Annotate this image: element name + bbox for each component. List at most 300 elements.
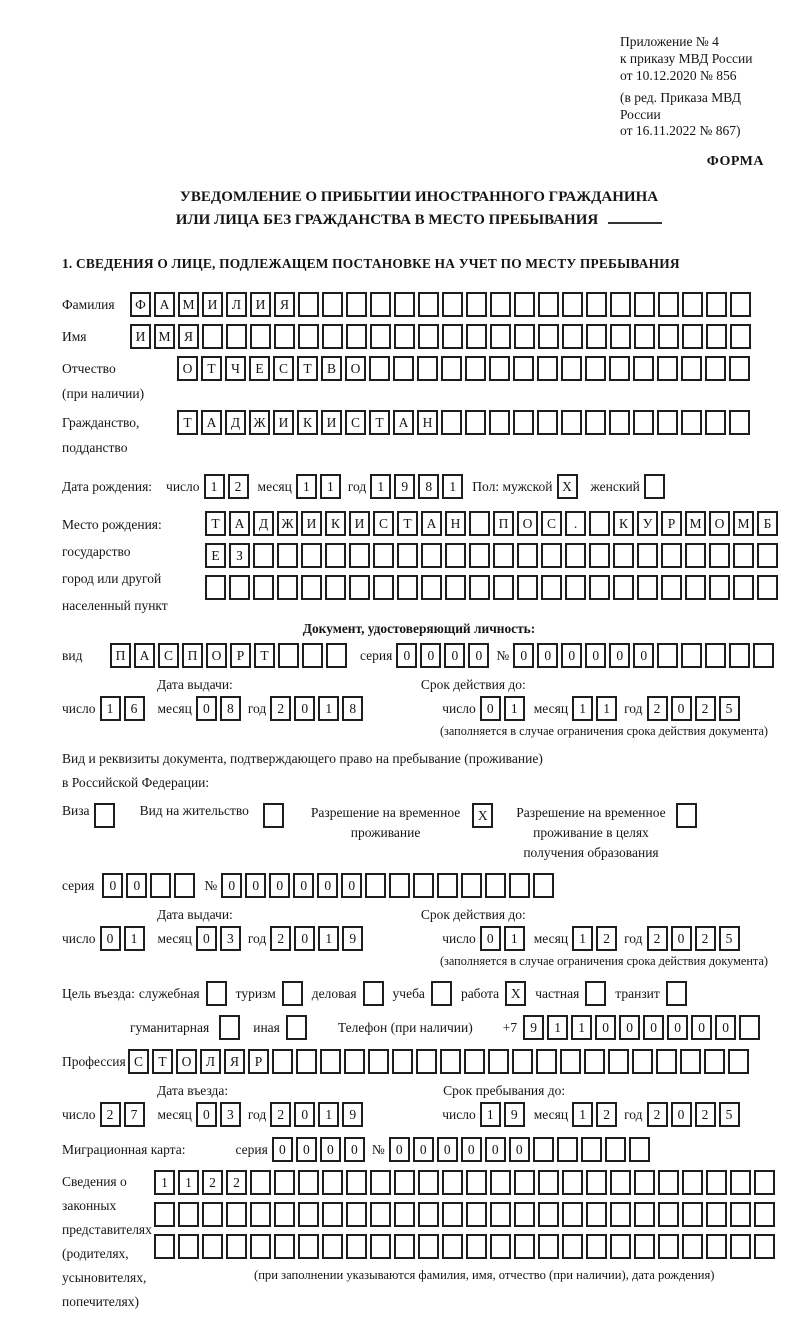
char-cell[interactable]: Н [417,410,438,435]
char-cell[interactable] [706,1234,727,1259]
char-cell[interactable] [490,1170,511,1195]
char-cell[interactable]: О [345,356,366,381]
char-cell[interactable]: М [733,511,754,536]
char-cell[interactable] [373,575,394,600]
char-cell[interactable] [325,575,346,600]
char-cell[interactable]: Д [253,511,274,536]
char-cell[interactable]: 0 [413,1137,434,1162]
char-cell[interactable] [610,324,631,349]
char-cell[interactable] [562,1170,583,1195]
char-cell[interactable] [442,1202,463,1227]
char-cell[interactable] [613,575,634,600]
char-cell[interactable]: 1 [296,474,317,499]
char-cell[interactable]: 2 [100,1102,121,1127]
char-cell[interactable]: 0 [671,1102,692,1127]
char-cell[interactable]: 3 [220,926,241,951]
char-cell[interactable] [589,543,610,568]
char-cell[interactable] [560,1049,581,1074]
char-cell[interactable]: Я [274,292,295,317]
char-cell[interactable]: А [134,643,155,668]
char-cell[interactable]: М [154,324,175,349]
char-cell[interactable] [513,410,534,435]
char-cell[interactable]: 1 [178,1170,199,1195]
char-cell[interactable] [730,292,751,317]
char-cell[interactable]: Я [178,324,199,349]
char-cell[interactable]: К [325,511,346,536]
char-cell[interactable]: А [201,410,222,435]
char-cell[interactable]: О [517,511,538,536]
char-cell[interactable] [514,324,535,349]
char-cell[interactable] [370,324,391,349]
char-cell[interactable]: Р [661,511,682,536]
char-cell[interactable]: Т [152,1049,173,1074]
char-cell[interactable] [637,543,658,568]
char-cell[interactable] [445,543,466,568]
char-cell[interactable] [445,575,466,600]
char-cell[interactable]: 0 [509,1137,530,1162]
char-cell[interactable] [609,356,630,381]
char-cell[interactable] [272,1049,293,1074]
char-cell[interactable] [397,543,418,568]
char-cell[interactable]: 1 [480,1102,501,1127]
char-cell[interactable] [609,410,630,435]
char-cell[interactable] [513,356,534,381]
char-cell[interactable] [365,873,386,898]
char-cell[interactable] [485,873,506,898]
char-cell[interactable] [389,873,410,898]
char-cell[interactable] [538,1202,559,1227]
char-cell[interactable] [730,1170,751,1195]
char-cell[interactable]: 9 [504,1102,525,1127]
char-cell[interactable] [586,1202,607,1227]
char-cell[interactable]: 9 [342,1102,363,1127]
char-cell[interactable]: 2 [695,1102,716,1127]
char-cell[interactable]: X [557,474,578,499]
char-cell[interactable]: 0 [245,873,266,898]
char-cell[interactable] [608,1049,629,1074]
char-cell[interactable] [561,356,582,381]
char-cell[interactable] [325,543,346,568]
char-cell[interactable] [298,1202,319,1227]
char-cell[interactable] [658,1202,679,1227]
char-cell[interactable] [394,1202,415,1227]
char-cell[interactable] [610,292,631,317]
char-cell[interactable] [585,410,606,435]
char-cell[interactable]: 8 [418,474,439,499]
char-cell[interactable] [466,324,487,349]
char-cell[interactable]: 1 [596,696,617,721]
char-cell[interactable]: 9 [394,474,415,499]
char-cell[interactable] [490,324,511,349]
char-cell[interactable] [417,356,438,381]
char-cell[interactable] [346,1202,367,1227]
char-cell[interactable]: 2 [647,696,668,721]
char-cell[interactable]: 0 [643,1015,664,1040]
char-cell[interactable] [178,1234,199,1259]
char-cell[interactable] [537,356,558,381]
char-cell[interactable] [754,1234,775,1259]
char-cell[interactable]: Н [445,511,466,536]
char-cell[interactable] [634,292,655,317]
char-cell[interactable]: 1 [318,1102,339,1127]
char-cell[interactable] [370,1234,391,1259]
char-cell[interactable] [393,356,414,381]
char-cell[interactable] [464,1049,485,1074]
char-cell[interactable]: 7 [124,1102,145,1127]
char-cell[interactable]: 2 [270,696,291,721]
char-cell[interactable] [682,1234,703,1259]
char-cell[interactable] [661,575,682,600]
char-cell[interactable]: 0 [461,1137,482,1162]
char-cell[interactable]: С [128,1049,149,1074]
char-cell[interactable]: У [637,511,658,536]
char-cell[interactable] [682,1170,703,1195]
char-cell[interactable] [704,1049,725,1074]
char-cell[interactable]: Д [225,410,246,435]
char-cell[interactable]: 0 [585,643,606,668]
char-cell[interactable]: 5 [719,1102,740,1127]
char-cell[interactable] [370,1202,391,1227]
char-cell[interactable] [706,1202,727,1227]
char-cell[interactable] [322,1234,343,1259]
char-cell[interactable]: 5 [719,696,740,721]
char-cell[interactable]: С [373,511,394,536]
char-cell[interactable] [298,1170,319,1195]
char-cell[interactable] [633,356,654,381]
char-cell[interactable] [629,1137,650,1162]
char-cell[interactable] [373,543,394,568]
char-cell[interactable] [517,575,538,600]
char-cell[interactable]: 0 [619,1015,640,1040]
char-cell[interactable] [322,324,343,349]
char-cell[interactable]: 8 [342,696,363,721]
char-cell[interactable] [705,356,726,381]
char-cell[interactable] [302,643,323,668]
char-cell[interactable]: 0 [396,643,417,668]
char-cell[interactable]: И [349,511,370,536]
char-cell[interactable]: С [541,511,562,536]
char-cell[interactable] [274,324,295,349]
char-cell[interactable] [610,1234,631,1259]
char-cell[interactable] [274,1170,295,1195]
char-cell[interactable]: З [229,543,250,568]
char-cell[interactable] [346,292,367,317]
char-cell[interactable]: Ф [130,292,151,317]
char-cell[interactable] [705,410,726,435]
char-cell[interactable] [349,575,370,600]
char-cell[interactable] [538,324,559,349]
char-cell[interactable] [610,1202,631,1227]
char-cell[interactable] [466,1202,487,1227]
char-cell[interactable] [730,1202,751,1227]
char-cell[interactable] [469,575,490,600]
char-cell[interactable]: Е [249,356,270,381]
char-cell[interactable] [541,543,562,568]
char-cell[interactable] [344,1049,365,1074]
char-cell[interactable] [562,292,583,317]
char-cell[interactable]: Я [224,1049,245,1074]
char-cell[interactable] [278,643,299,668]
char-cell[interactable]: 1 [504,696,525,721]
char-cell[interactable] [681,356,702,381]
char-cell[interactable] [298,1234,319,1259]
char-cell[interactable]: 0 [196,696,217,721]
char-cell[interactable] [277,575,298,600]
char-cell[interactable] [538,292,559,317]
char-cell[interactable] [421,543,442,568]
char-cell[interactable]: К [613,511,634,536]
char-cell[interactable] [685,543,706,568]
char-cell[interactable] [541,575,562,600]
char-cell[interactable]: И [130,324,151,349]
char-cell[interactable]: 0 [444,643,465,668]
char-cell[interactable] [729,643,750,668]
char-cell[interactable] [274,1202,295,1227]
char-cell[interactable] [250,1170,271,1195]
char-cell[interactable] [250,1234,271,1259]
char-cell[interactable] [202,1234,223,1259]
char-cell[interactable] [538,1234,559,1259]
char-cell[interactable]: О [709,511,730,536]
char-cell[interactable]: 0 [468,643,489,668]
char-cell[interactable]: 0 [294,1102,315,1127]
char-cell[interactable]: 0 [317,873,338,898]
char-cell[interactable]: 1 [571,1015,592,1040]
char-cell[interactable]: И [273,410,294,435]
char-cell[interactable]: 2 [228,474,249,499]
char-cell[interactable] [637,575,658,600]
char-cell[interactable]: К [297,410,318,435]
char-cell[interactable] [466,292,487,317]
char-cell[interactable]: 0 [595,1015,616,1040]
char-cell[interactable]: 0 [671,926,692,951]
char-cell[interactable] [682,292,703,317]
char-cell[interactable]: 0 [485,1137,506,1162]
char-cell[interactable]: А [154,292,175,317]
char-cell[interactable] [586,324,607,349]
char-cell[interactable]: 0 [293,873,314,898]
char-cell[interactable]: 0 [667,1015,688,1040]
char-cell[interactable]: 2 [695,696,716,721]
char-cell[interactable] [634,1170,655,1195]
char-cell[interactable]: 0 [100,926,121,951]
char-cell[interactable] [263,803,284,828]
char-cell[interactable]: 1 [572,926,593,951]
char-cell[interactable]: 2 [647,1102,668,1127]
char-cell[interactable]: О [177,356,198,381]
char-cell[interactable]: Т [369,410,390,435]
char-cell[interactable] [733,543,754,568]
char-cell[interactable]: 0 [344,1137,365,1162]
char-cell[interactable]: Ж [249,410,270,435]
char-cell[interactable]: И [202,292,223,317]
char-cell[interactable] [370,1170,391,1195]
char-cell[interactable]: А [393,410,414,435]
char-cell[interactable] [274,1234,295,1259]
char-cell[interactable] [658,324,679,349]
char-cell[interactable] [493,543,514,568]
char-cell[interactable]: 0 [320,1137,341,1162]
char-cell[interactable] [729,356,750,381]
char-cell[interactable]: 0 [296,1137,317,1162]
char-cell[interactable]: 0 [269,873,290,898]
char-cell[interactable]: Е [205,543,226,568]
char-cell[interactable] [680,1049,701,1074]
char-cell[interactable]: П [182,643,203,668]
char-cell[interactable]: 0 [102,873,123,898]
char-cell[interactable] [610,1170,631,1195]
char-cell[interactable] [656,1049,677,1074]
char-cell[interactable] [394,324,415,349]
char-cell[interactable]: 0 [633,643,654,668]
char-cell[interactable] [363,981,384,1006]
char-cell[interactable] [557,1137,578,1162]
char-cell[interactable] [634,324,655,349]
char-cell[interactable]: Б [757,511,778,536]
char-cell[interactable] [346,1234,367,1259]
char-cell[interactable]: Т [201,356,222,381]
char-cell[interactable]: 1 [100,696,121,721]
char-cell[interactable] [644,474,665,499]
char-cell[interactable] [739,1015,760,1040]
char-cell[interactable] [154,1202,175,1227]
char-cell[interactable]: О [206,643,227,668]
char-cell[interactable] [437,873,458,898]
char-cell[interactable]: X [505,981,526,1006]
char-cell[interactable]: 1 [318,696,339,721]
char-cell[interactable] [320,1049,341,1074]
char-cell[interactable]: Л [226,292,247,317]
char-cell[interactable]: 1 [370,474,391,499]
char-cell[interactable]: 6 [124,696,145,721]
char-cell[interactable] [466,1234,487,1259]
char-cell[interactable]: 9 [523,1015,544,1040]
char-cell[interactable] [418,292,439,317]
char-cell[interactable]: 5 [719,926,740,951]
char-cell[interactable] [442,292,463,317]
char-cell[interactable] [705,643,726,668]
char-cell[interactable]: 0 [480,926,501,951]
char-cell[interactable]: М [178,292,199,317]
char-cell[interactable]: Т [254,643,275,668]
char-cell[interactable] [397,575,418,600]
char-cell[interactable] [634,1234,655,1259]
char-cell[interactable]: 0 [272,1137,293,1162]
char-cell[interactable]: 0 [671,696,692,721]
char-cell[interactable] [517,543,538,568]
char-cell[interactable]: Р [230,643,251,668]
char-cell[interactable] [730,1234,751,1259]
char-cell[interactable] [514,1170,535,1195]
char-cell[interactable] [633,410,654,435]
char-cell[interactable] [709,575,730,600]
char-cell[interactable] [250,324,271,349]
char-cell[interactable]: 0 [196,926,217,951]
char-cell[interactable] [418,324,439,349]
char-cell[interactable]: 0 [480,696,501,721]
char-cell[interactable] [150,873,171,898]
char-cell[interactable] [489,356,510,381]
char-cell[interactable] [490,1234,511,1259]
char-cell[interactable]: Л [200,1049,221,1074]
char-cell[interactable] [277,543,298,568]
char-cell[interactable]: 0 [341,873,362,898]
char-cell[interactable] [413,873,434,898]
char-cell[interactable] [666,981,687,1006]
char-cell[interactable] [250,1202,271,1227]
char-cell[interactable] [296,1049,317,1074]
char-cell[interactable] [322,1170,343,1195]
char-cell[interactable] [514,292,535,317]
char-cell[interactable] [561,410,582,435]
char-cell[interactable] [685,575,706,600]
char-cell[interactable] [174,873,195,898]
char-cell[interactable] [681,643,702,668]
char-cell[interactable] [226,1202,247,1227]
char-cell[interactable] [658,292,679,317]
char-cell[interactable]: Ч [225,356,246,381]
char-cell[interactable] [589,511,610,536]
char-cell[interactable] [586,1234,607,1259]
char-cell[interactable] [565,575,586,600]
char-cell[interactable] [440,1049,461,1074]
char-cell[interactable]: 0 [715,1015,736,1040]
char-cell[interactable] [441,410,462,435]
char-cell[interactable]: 2 [270,926,291,951]
char-cell[interactable] [465,410,486,435]
char-cell[interactable]: 1 [320,474,341,499]
char-cell[interactable] [469,543,490,568]
char-cell[interactable]: 0 [294,696,315,721]
char-cell[interactable] [661,543,682,568]
char-cell[interactable] [369,356,390,381]
char-cell[interactable]: 0 [437,1137,458,1162]
char-cell[interactable] [562,1202,583,1227]
char-cell[interactable] [206,981,227,1006]
char-cell[interactable] [676,803,697,828]
char-cell[interactable] [219,1015,240,1040]
char-cell[interactable] [298,324,319,349]
char-cell[interactable] [657,410,678,435]
char-cell[interactable] [706,292,727,317]
char-cell[interactable]: 1 [504,926,525,951]
char-cell[interactable] [754,1170,775,1195]
char-cell[interactable] [418,1234,439,1259]
char-cell[interactable] [562,1234,583,1259]
char-cell[interactable]: 3 [220,1102,241,1127]
char-cell[interactable] [322,1202,343,1227]
char-cell[interactable] [682,324,703,349]
char-cell[interactable] [586,1170,607,1195]
char-cell[interactable] [682,1202,703,1227]
char-cell[interactable] [202,324,223,349]
char-cell[interactable]: Т [205,511,226,536]
char-cell[interactable] [657,643,678,668]
char-cell[interactable] [229,575,250,600]
char-cell[interactable] [469,511,490,536]
char-cell[interactable]: П [493,511,514,536]
char-cell[interactable]: 1 [318,926,339,951]
char-cell[interactable]: 2 [596,1102,617,1127]
char-cell[interactable] [178,1202,199,1227]
char-cell[interactable] [253,543,274,568]
char-cell[interactable]: 2 [647,926,668,951]
char-cell[interactable]: 9 [342,926,363,951]
char-cell[interactable]: М [685,511,706,536]
char-cell[interactable] [537,410,558,435]
char-cell[interactable]: 0 [513,643,534,668]
char-cell[interactable] [322,292,343,317]
